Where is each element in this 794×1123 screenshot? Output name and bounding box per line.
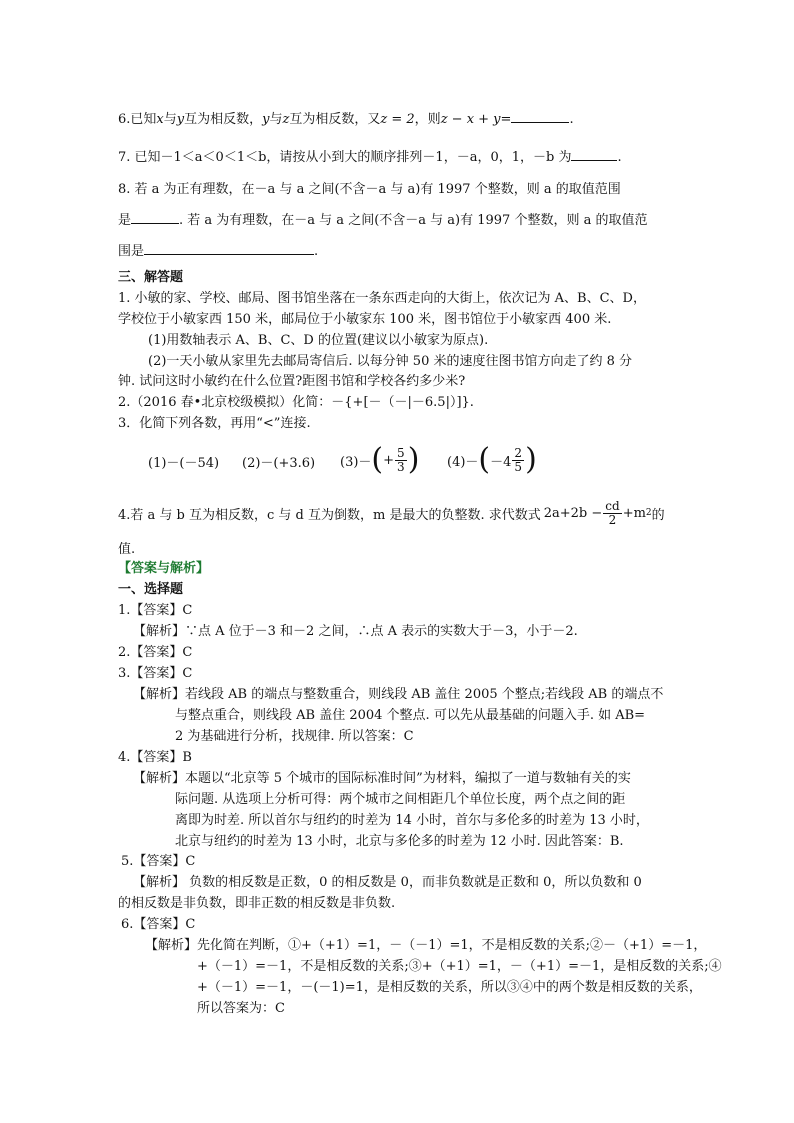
answer-blank [131,211,179,224]
problem-4: 4.若 a 与 b 互为相反数，c 与 d 互为倒数，m 是最大的负整数. 求代数式 2a+2b − $\frac{cd}{2}$ +m 2 的 [118,498,665,527]
problem-4-line-2: 值. [118,542,136,557]
answer-1: 1.【答案】C [118,603,193,618]
section-heading-3: 三、解答题 [118,270,184,285]
answer-4-explanation-1: 【解析】本题以“北京等 5 个城市的国际标准时间”为材料，编拟了一道与数轴有关的实 [133,771,631,786]
answer-1-explanation: 【解析】∵点 A 位于－3 和－2 之间，∴点 A 表示的实数大于－3，小于－2. [133,624,578,639]
answers-title: 【答案与解析】 [118,561,210,576]
answer-4: 4.【答案】B [118,750,192,765]
answer-6: 6.【答案】C [121,917,196,932]
question-6: 6.已知x与y互为相反数，y与z互为相反数，又z = 2，则z − x + y= . [118,112,574,127]
problem-3: 3．化简下列各数，再用“<”连接. [118,416,311,431]
answer-3-explanation-2: 与整点重合，则线段 AB 盖住 2004 个整点. 可以先从最基础的问题入手. 如 AB= [175,708,646,723]
problem-3-item-1: (1)－(－54) [148,456,220,471]
problem-3-item-2: (2)－(+3.6) [242,456,316,471]
question-8-line-3: 围是 . [118,244,319,259]
problem-1-sub-1: (1)用数轴表示 A、B、C、D 的位置(建议以小敏家为原点). [148,333,489,348]
problem-1-line-1: 1. 小敏的家、学校、邮局、图书馆坐落在一条东西走向的大街上，依次记为 A、B、C、D， [118,291,646,306]
answers-section-1: 一、选择题 [118,582,184,597]
fraction: $\frac{5}{3}$ [397,445,405,474]
answer-blank [511,110,569,123]
answer-6-explanation-2: +（－1）=－1，不是相反数的关系;③+（+1）=1，－（+1）=－1，是相反数的关系;④ [197,959,722,974]
fraction: $\frac{2}{5}$ [514,445,523,474]
answer-6-explanation-3: +（－1）=－1，－(－1)=1，是相反数的关系，所以③④中的两个数是相反数的关系， [197,980,702,995]
answer-6-explanation-1: 【解析】先化简在判断，①+（+1）=1，－（－1）=1，不是相反数的关系;②－（+1）=－1， [145,938,707,953]
answer-4-explanation-3: 离即为时差. 所以首尔与纽约的时差为 14 小时，首尔与多伦多的时差为 13 小时， [175,813,649,828]
problem-1-line-2: 学校位于小敏家西 150 米，邮局位于小敏家东 100 米，图书馆位于小敏家西 400 米. [118,312,612,327]
answer-5-explanation-2: 的相反数是非负数，即非正数的相反数是非负数. [118,896,396,911]
answer-4-explanation-2: 际问题. 从选项上分析可得：两个城市之间相距几个单位长度，两个点之间的距 [175,792,626,807]
question-8-line-1: 8. 若 a 为正有理数，在－a 与 a 之间(不含－a 与 a)有 1997 个整数，则 a 的取值范围 [118,182,621,197]
problem-1-sub-2-line-2: 钟. 试问这时小敏约在什么位置?距图书馆和学校各约多少米? [118,374,466,389]
answer-blank [571,148,617,161]
problem-2: 2.（2016 春•北京校级模拟）化简：－{+[－（－|－6.5|）]}. [118,395,474,410]
answer-3: 3.【答案】C [118,666,193,681]
problem-3-item-4: (4)－ ( －4 $\frac{2}{5}$ ) [447,442,537,477]
problem-3-item-3: (3)－ ( + $\frac{5}{3}$ ) [340,442,420,477]
fraction: $\frac{cd}{2}$ [605,498,620,527]
question-7: 7. 已知－1＜a＜0＜1＜b，请按从小到大的顺序排列－1，－a，0，1，－b 为 . [118,150,622,165]
answer-3-explanation-1: 【解析】若线段 AB 的端点与整数重合，则线段 AB 盖住 2005 个整点;若线段 AB 的端点不 [133,687,664,702]
answer-5-explanation-1: 【解析】 负数的相反数是正数，0 的相反数是 0，而非负数就是正数和 0，所以负数和 0 [133,875,642,890]
answer-blank [144,242,314,255]
question-8-line-2: 是 . 若 a 为有理数，在－a 与 a 之间(不含－a 与 a)有 1997 个整数，则 a 的取值范 [118,213,648,228]
answer-2: 2.【答案】C [118,645,193,660]
answer-5: 5.【答案】C [121,854,196,869]
problem-1-sub-2-line-1: (2)一天小敏从家里先去邮局寄信后. 以每分钟 50 米的速度往图书馆方向走了约 8 分 [148,354,633,369]
answer-6-explanation-4: 所以答案为：C [197,1001,285,1016]
answer-3-explanation-3: 2 为基础进行分析，找规律. 所以答案：C [175,729,414,744]
answer-4-explanation-4: 北京与纽约的时差为 13 小时，北京与多伦多的时差为 12 小时. 因此答案：B. [175,834,624,849]
